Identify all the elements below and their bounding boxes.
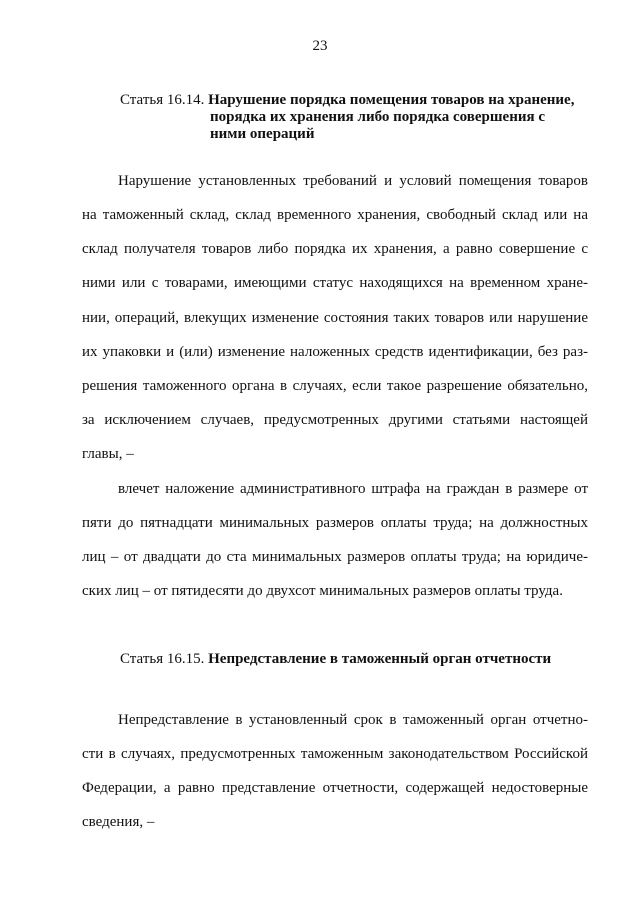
article-16-14-heading xyxy=(120,92,590,143)
text-line: нии, операций, влекущих изменение состояния таких товаров или нарушение xyxy=(82,310,588,326)
text-line: Нарушение установленных требований и условий помещения товаров xyxy=(118,173,588,189)
text-line: ских лиц – от пятидесяти до двухсот минимальных размеров оплаты труда. xyxy=(82,583,563,599)
article-number: Статья 16.14. xyxy=(120,92,205,108)
article-title-line: ними операций xyxy=(210,126,315,142)
page-number: 23 xyxy=(312,38,328,54)
article-title-line: порядка их хранения либо порядка совершения с xyxy=(210,109,546,125)
text-line: Федерации, а равно представление отчетности, содержащей недостоверные xyxy=(82,780,588,796)
article-title: Непредставление в таможенный орган отчетности xyxy=(208,651,552,667)
text-line: влечет наложение административного штрафа на граждан в размере от xyxy=(118,481,588,497)
article-title-line: Нарушение порядка помещения товаров на хранение, xyxy=(208,92,575,108)
text-line: за исключением случаев, предусмотренных другими статьями настоящей xyxy=(82,412,588,428)
text-line: решения таможенного органа в случаях, если такое разрешение обязательно, xyxy=(82,378,588,394)
article-16-15-heading xyxy=(120,651,590,668)
text-line: сти в случаях, предусмотренных таможенным законодательством Российской xyxy=(82,746,588,762)
text-line: их упаковки и (или) изменение наложенных средств идентификации, без раз- xyxy=(82,344,588,360)
text-line: на таможенный склад, склад временного хранения, свободный склад или на xyxy=(82,207,588,223)
text-line: пяти до пятнадцати минимальных размеров оплаты труда; на должностных xyxy=(82,515,588,531)
text-line: ними или с товарами, имеющими статус находящихся на временном хране- xyxy=(82,275,588,291)
text-line: Непредставление в установленный срок в таможенный орган отчетно- xyxy=(118,712,588,728)
text-line: лиц – от двадцати до ста минимальных размеров оплаты труда; на юридиче- xyxy=(82,549,588,565)
text-line: главы, – xyxy=(82,446,134,462)
text-line: сведения, – xyxy=(82,814,155,830)
text-line: склад получателя товаров либо порядка их хранения, а равно совершение с xyxy=(82,241,588,257)
article-number: Статья 16.15. xyxy=(120,651,205,667)
